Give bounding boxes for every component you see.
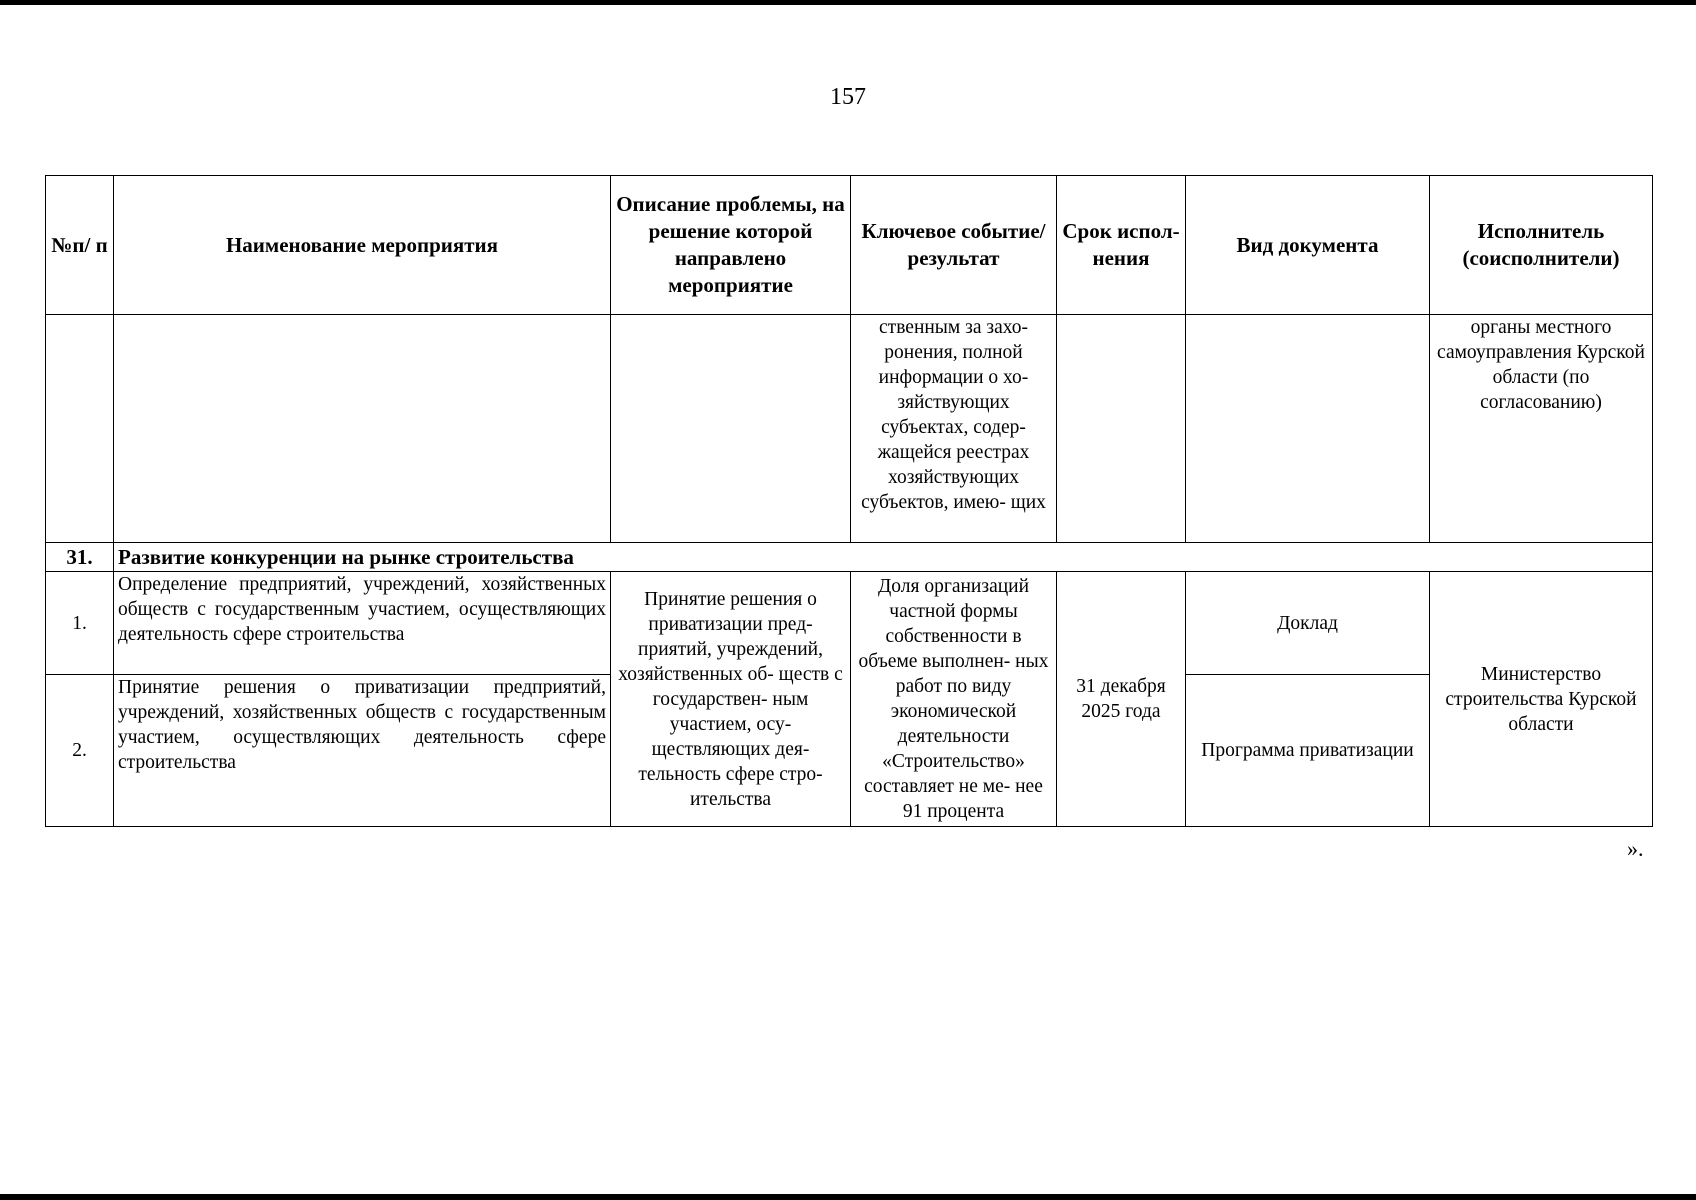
closing-mark: ». [1627, 836, 1644, 861]
shared-executor: Министерство строительства Курской области [1430, 572, 1653, 827]
row-name: Определение предприятий, учреждений, хозяйственных обществ с государственным участием, осуществляющих деятельность сфере строительства [114, 572, 611, 675]
section-title: Развитие конкуренции на рынке строительства [114, 543, 1653, 572]
header-term: Срок испол- нения [1057, 176, 1186, 315]
shared-event: Доля организаций частной формы собственности в объеме выполнен- ных работ по виду экономической деятельности «Строительство» составляет не ме- нее 91 процента [851, 572, 1057, 827]
bottom-border [0, 1194, 1696, 1200]
row-name: Принятие решения о приватизации предприятий, учреждений, хозяйственных обществ с государственным участием, осуществляющих деятельность сфере строительства [114, 675, 611, 827]
row-doc: Программа приватизации [1186, 675, 1430, 827]
cont-num-cell [46, 315, 114, 543]
cont-problem-cell [611, 315, 851, 543]
top-border [0, 0, 1696, 5]
continuation-row [46, 315, 1653, 543]
header-event: Ключевое событие/ результат [851, 176, 1057, 315]
header-doc: Вид документа [1186, 176, 1430, 315]
row-doc: Доклад [1186, 572, 1430, 675]
header-executor: Исполнитель (соисполнители) [1430, 176, 1653, 315]
page-number: 157 [830, 84, 866, 110]
section-row [46, 543, 1653, 572]
events-table [45, 175, 1653, 827]
header-row [46, 176, 1653, 315]
header-problem: Описание проблемы, на решение которой направлено мероприятие [611, 176, 851, 315]
header-name: Наименование мероприятия [114, 176, 611, 315]
cont-event-cell: ственным за захо- ронения, полной информации о хо- зяйствующих субъектах, содер- жащейся реестрах хозяйствующих субъектов, имею- щих [851, 315, 1057, 543]
cont-name-cell [114, 315, 611, 543]
table-row [46, 572, 1653, 675]
cont-term-cell [1057, 315, 1186, 543]
row-number: 2. [46, 675, 114, 827]
row-number: 1. [46, 572, 114, 675]
header-num: №п/ п [46, 176, 114, 315]
section-number: 31. [46, 543, 114, 572]
shared-problem: Принятие решения о приватизации пред- приятий, учреждений, хозяйственных об- ществ с государствен- ным участием, осу- ществляющих дея- тельность сфере стро- ительства [611, 572, 851, 827]
shared-term: 31 декабря 2025 года [1057, 572, 1186, 827]
cont-executor-cell: органы местного самоуправления Курской области (по согласованию) [1430, 315, 1653, 543]
cont-doc-cell [1186, 315, 1430, 543]
